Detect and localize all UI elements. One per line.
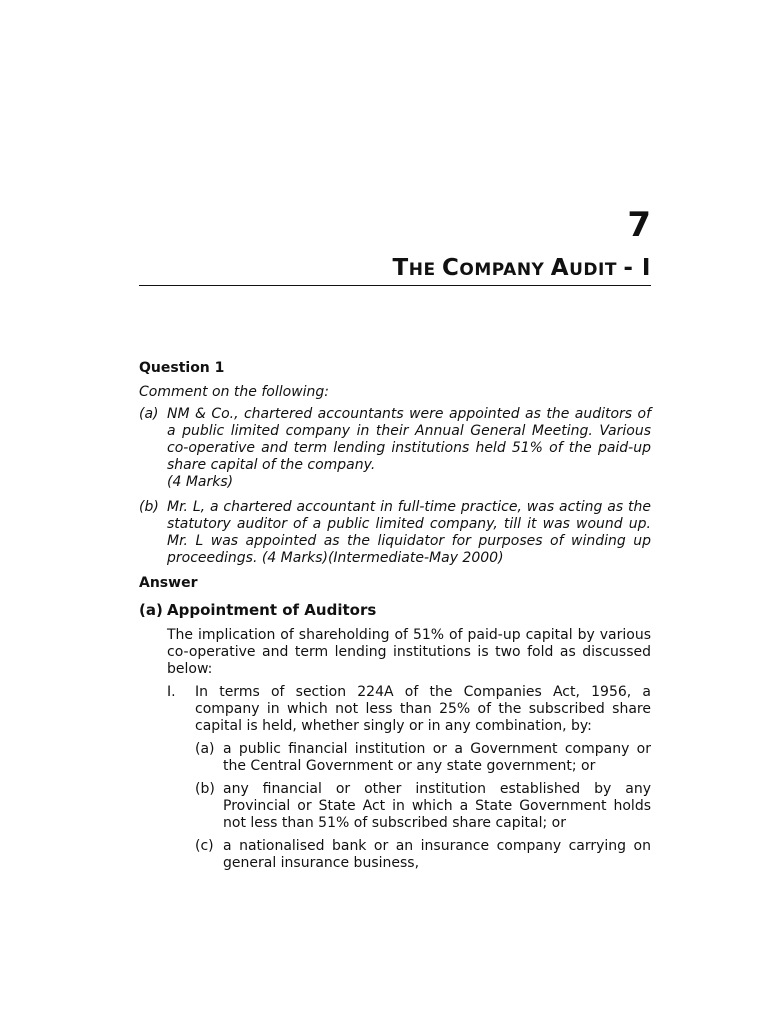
title-part: COMPANY (442, 255, 551, 281)
answer-paragraph: The implication of shareholding of 51% of paid-up capital by various co-operative and term lending institutions is two fold as discussed below: (167, 627, 651, 677)
subpoint-text: any financial or other institution established by any Provincial or State Act in which a State Government holds not less than 51% of subscribed share capital; or (223, 781, 651, 831)
point-label: I. (167, 684, 176, 700)
subpoint-label: (a) (195, 741, 215, 757)
question-item (139, 406, 651, 491)
item-marks: (4 Marks) (167, 474, 234, 490)
answer-subpoint (195, 741, 651, 775)
answer-point (167, 684, 651, 735)
section-title: Appointment of Auditors (167, 601, 377, 619)
point-text: In terms of section 224A of the Companies Act, 1956, a company in which not less than 25% of the subscribed share capital is held, whether singly or in any combination, by: (195, 684, 651, 734)
document-body (139, 360, 651, 878)
chapter-title (393, 252, 651, 286)
title-part: THE (392, 255, 443, 281)
answer-section-heading (139, 602, 651, 619)
subpoint-text: a public financial institution or a Government company or the Central Government or any state government; or (223, 741, 651, 774)
answer-subpoint (195, 838, 651, 872)
title-part: - I (623, 255, 651, 281)
title-part: AUDIT (550, 255, 624, 281)
subpoint-label: (c) (195, 838, 214, 854)
question-heading: Question 1 (139, 360, 225, 376)
question-intro: Comment on the following: (139, 384, 330, 400)
answer-subpoint (195, 781, 651, 832)
subpoint-text: a nationalised bank or an insurance company carrying on general insurance business, (223, 838, 651, 871)
section-label: (a) (139, 601, 163, 619)
item-text: Mr. L, a chartered accountant in full-time practice, was acting as the statutory auditor of a public limited company, till it was wound up. Mr. L was appointed as the liquidator for purposes of winding up proceedings. (4 Marks)(Intermediate-May 2000) (167, 499, 651, 566)
answer-heading: Answer (139, 575, 198, 591)
title-divider (139, 285, 651, 286)
item-text: NM & Co., chartered accountants were appointed as the auditors of a public limited company in their Annual General Meeting. Various co-operative and term lending institutions held 51% of the paid-up share capital of the company. (4 Marks) (167, 406, 651, 490)
item-label: (b) (139, 499, 159, 515)
question-item (139, 499, 651, 567)
chapter-number: 7 (627, 205, 651, 245)
item-label: (a) (139, 406, 159, 422)
subpoint-label: (b) (195, 781, 215, 797)
